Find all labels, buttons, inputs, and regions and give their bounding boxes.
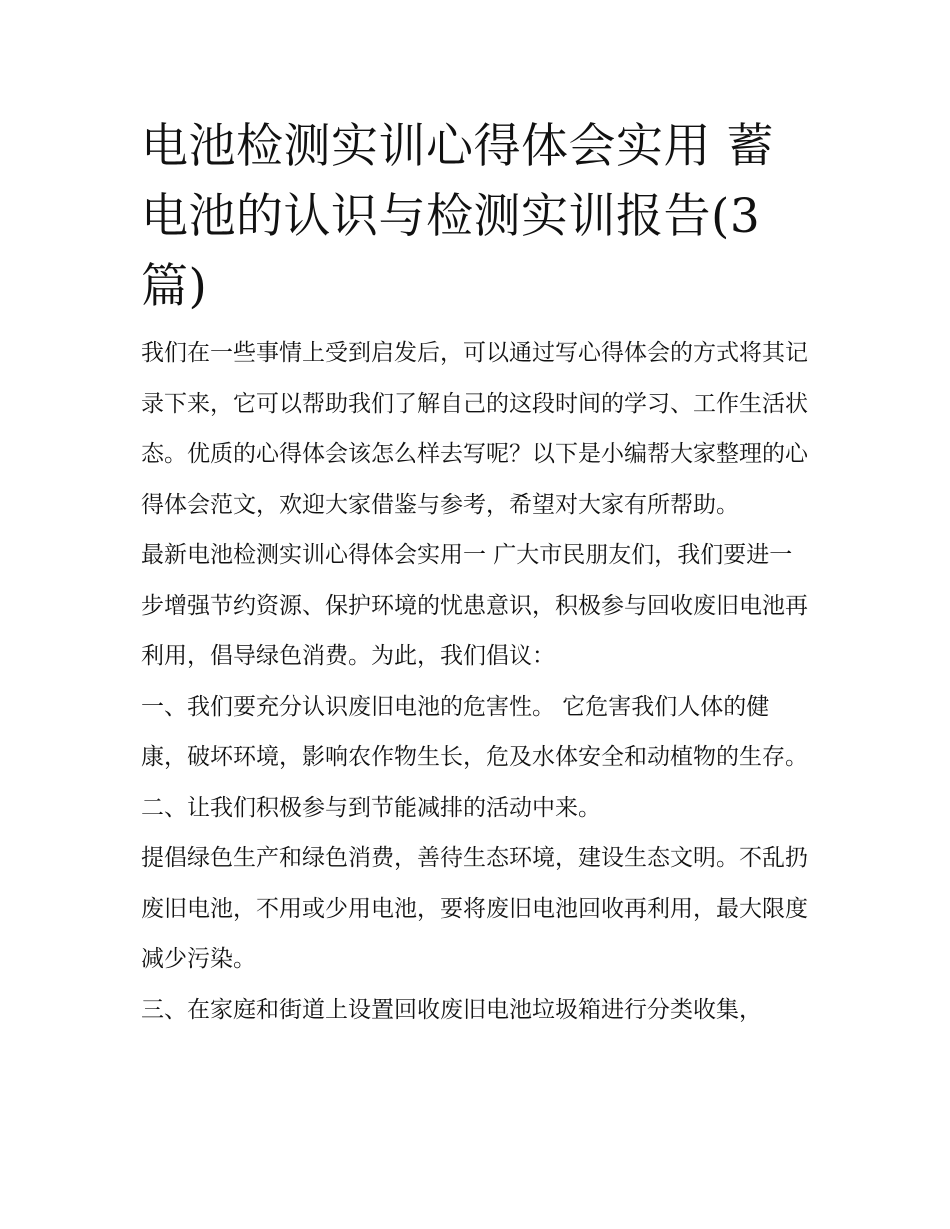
paragraph-intro: 我们在一些事情上受到启发后，可以通过写心得体会的方式将其记录下来，它可以帮助我们了解自己的这段时间的学习、工作生活状态。优质的心得体会该怎么样去写呢？以下是小编帮大家整理的心得体会范文，欢迎大家借鉴与参考，希望对大家有所帮助。 bbox=[141, 340, 808, 518]
paragraph-point-three: 三、在家庭和街道上设置回收废旧电池垃圾箱进行分类收集， bbox=[141, 996, 762, 1023]
paragraph-proposal: 最新电池检测实训心得体会实用一 广大市民朋友们，我们要进一步增强节约资源、保护环境的忧患意识，积极参与回收废旧电池再利用，倡导绿色消费。为此，我们倡议： bbox=[141, 542, 808, 669]
document-body bbox=[141, 328, 813, 1035]
paragraph-green-consumption: 提倡绿色生产和绿色消费，善待生态环境，建设生态文明。不乱扔废旧电池，不用或少用电池，要将废旧电池回收再利用，最大限度减少污染。 bbox=[141, 845, 808, 972]
document-content bbox=[141, 112, 813, 1035]
document-title: 电池检测实训心得体会实用 蓄电池的认识与检测实训报告(3篇) bbox=[141, 119, 774, 314]
paragraph-point-one-two: 一、我们要充分认识废旧电池的危害性。 它危害我们人体的健康，破坏环境，影响农作物生长，危及水体安全和动植物的生存。 二、让我们积极参与到节能减排的活动中来。 bbox=[141, 693, 808, 821]
